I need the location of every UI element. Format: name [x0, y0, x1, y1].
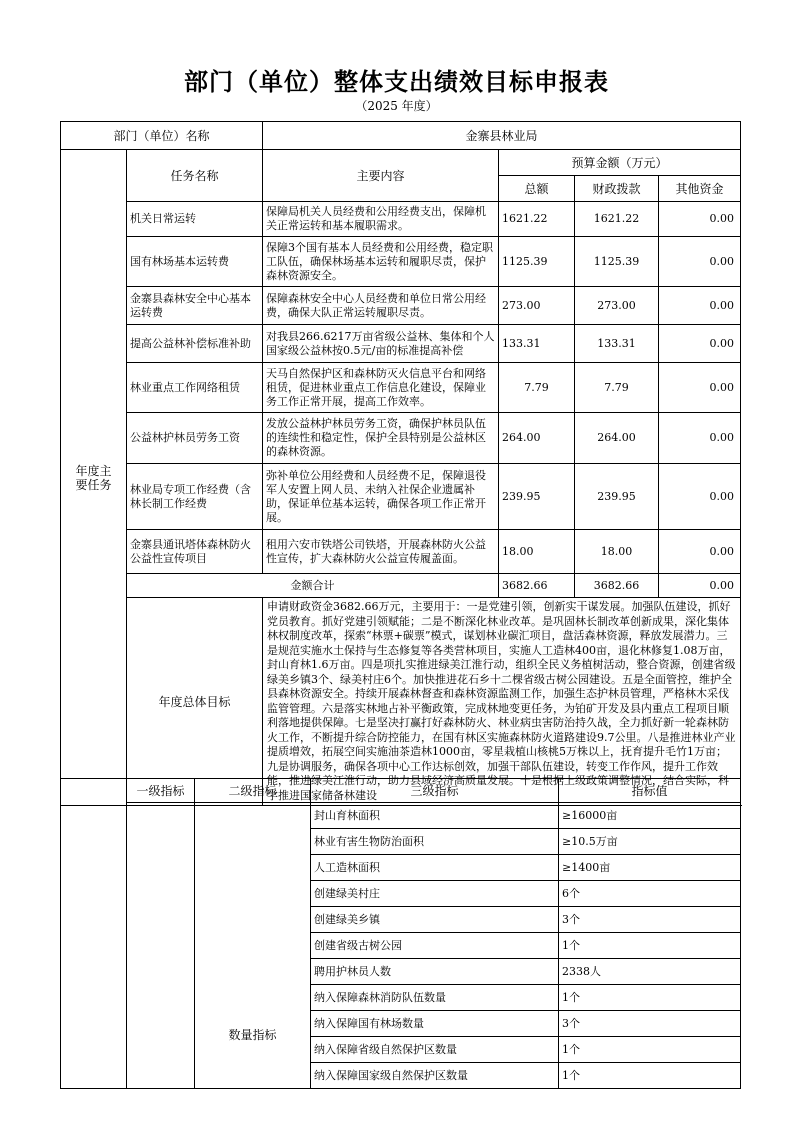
indicator-value: 2338人 [559, 959, 741, 985]
indicator-value: ≥10.5万亩 [559, 829, 741, 855]
task-fiscal: 133.31 [575, 325, 659, 363]
task-content: 保障3个国有基本人员经费和公用经费，稳定职工队伍，确保林场基本运转和履职尽责，保护森林资源安全。 [263, 237, 499, 287]
task-row [61, 363, 741, 413]
level1-cell [127, 803, 195, 1089]
task-name: 林业重点工作网络租赁 [127, 363, 263, 413]
task-row [61, 237, 741, 287]
task-other: 0.00 [659, 287, 741, 325]
task-total: 18.00 [499, 530, 575, 574]
sum-other: 0.00 [659, 574, 741, 598]
indicator-name: 创建省级古树公园 [311, 933, 559, 959]
task-fiscal: 264.00 [575, 413, 659, 464]
task-total: 133.31 [499, 325, 575, 363]
overall-label: 年度总体目标 [127, 598, 263, 806]
task-other: 0.00 [659, 325, 741, 363]
task-fiscal: 7.79 [575, 363, 659, 413]
task-fiscal: 273.00 [575, 287, 659, 325]
sum-fiscal: 3682.66 [575, 574, 659, 598]
task-name: 金寨县森林安全中心基本运转费 [127, 287, 263, 325]
sum-label: 金额合计 [127, 574, 499, 598]
task-total: 239.95 [499, 464, 575, 530]
task-other: 0.00 [659, 202, 741, 237]
task-row [61, 530, 741, 574]
indicator-value: 1个 [559, 985, 741, 1011]
task-row [61, 464, 741, 530]
indicator-name: 纳入保障国家级自然保护区数量 [311, 1063, 559, 1089]
indicator-value: ≥1400亩 [559, 855, 741, 881]
task-row [61, 202, 741, 237]
dept-name: 金寨县林业局 [263, 122, 741, 150]
task-total: 273.00 [499, 287, 575, 325]
task-total: 7.79 [499, 363, 575, 413]
level2-label: 数量指标 [195, 803, 311, 1089]
task-other: 0.00 [659, 530, 741, 574]
indicator-blank-cell [61, 779, 127, 1089]
header-level2: 二级指标 [195, 779, 311, 803]
indicator-name: 创建绿美村庄 [311, 881, 559, 907]
task-other: 0.00 [659, 413, 741, 464]
task-name: 金寨县通讯塔体森林防火公益性宣传项目 [127, 530, 263, 574]
page-subtitle: （2025 年度） [355, 99, 438, 113]
task-name: 公益林护林员劳务工资 [127, 413, 263, 464]
task-content: 天马自然保护区和森林防灭火信息平台和网络租赁，促进林业重点工作信息化建设，保障业务工作正常开展，提高工作效率。 [263, 363, 499, 413]
indicator-row [61, 803, 741, 829]
header-content: 主要内容 [263, 150, 499, 202]
tasks-section-label: 年度主要任务 [61, 150, 127, 806]
indicator-name: 人工造林面积 [311, 855, 559, 881]
task-content: 保障局机关人员经费和公用经费支出，保障机关正常运转和基本履职需求。 [263, 202, 499, 237]
header-task-name: 任务名称 [127, 150, 263, 202]
indicator-name: 封山育林面积 [311, 803, 559, 829]
indicator-name: 纳入保障省级自然保护区数量 [311, 1037, 559, 1063]
indicator-name: 林业有害生物防治面积 [311, 829, 559, 855]
task-content: 保障森林安全中心人员经费和单位日常公用经费，确保大队正常运转履职尽责。 [263, 287, 499, 325]
indicator-value: 1个 [559, 1063, 741, 1089]
indicator-value: 1个 [559, 1037, 741, 1063]
indicator-table [60, 778, 741, 1089]
task-fiscal: 239.95 [575, 464, 659, 530]
dept-label: 部门（单位）名称 [61, 122, 263, 150]
task-content: 对我县266.6217万亩省级公益林、集体和个人国家级公益林按0.5元/亩的标准提高补偿 [263, 325, 499, 363]
task-fiscal: 1621.22 [575, 202, 659, 237]
task-row [61, 413, 741, 464]
task-name: 机关日常运转 [127, 202, 263, 237]
task-fiscal: 18.00 [575, 530, 659, 574]
page-title: 部门（单位）整体支出绩效目标申报表 [184, 68, 609, 96]
overall-text: 申请财政资金3682.66万元，主要用于：一是党建引领，创新实干谋发展。加强队伍建设，抓好党员教育。抓好党建引领赋能；二是不断深化林业改革。是巩固林长制改革创新成果，深化集体林权制度改革，探索“林票+碳票”模式，谋划林业碳汇项目，盘活森林资源，释放发展潜力。三是规范实施水土保持与生态修复等各类营林项目，实施人工造林400亩，退化林修复1.08万亩，封山育林1.6万亩。四是项扎实推进绿美江淮行动，组织全民义务植树活动，整合资源，创建省级绿美乡镇3个、绿美村庄6个。加快推进花石乡十二棵省级古树公园建设。五是全面管控，维护全县森林资源安全。持续开展森林督查和森林资源监测工作，加强生态护林员管理，严格林木采伐监管管理。六是落实林地占补平衡政策，完成林地变更任务，为铂矿开发及县内重点工程项目顺利落地提供保障。七是坚决打赢打好森林防火、林业病虫害防治持久战，全力抓好新一轮森林防火工作，不断提升综合防控能力，在国有林区实施森林防火道路建设9.7公里。八是推进林业产业提质增效，拓展空间实施油茶造林1000亩，零星栽植山核桃5万株以上，抚育提升毛竹1万亩；九是协调服务，确保各项中心工作达标创效，加强干部队伍建设，转变工作作风，提升工作效能，推进绿美江淮行动，助力县域经济高质量发展。十是根据上级政策调整情况，结合实际，科学推进国家储备林建设 [263, 598, 741, 806]
indicator-value: 6个 [559, 881, 741, 907]
task-content: 发放公益林护林员劳务工资，确保护林员队伍的连续性和稳定性，保护全县特别是公益林区的森林资源。 [263, 413, 499, 464]
task-total: 264.00 [499, 413, 575, 464]
task-row [61, 287, 741, 325]
header-other: 其他资金 [659, 176, 741, 202]
indicator-name: 聘用护林员人数 [311, 959, 559, 985]
header-level1: 一级指标 [127, 779, 195, 803]
task-total: 1125.39 [499, 237, 575, 287]
sum-total: 3682.66 [499, 574, 575, 598]
task-name: 国有林场基本运转费 [127, 237, 263, 287]
budget-table [60, 121, 741, 806]
task-content: 弥补单位公用经费和人员经费不足，保障退役军人安置上网人员、未纳入社保企业遗属补助，保证单位基本运转，确保各项工作正常开展。 [263, 464, 499, 530]
task-other: 0.00 [659, 237, 741, 287]
task-row [61, 325, 741, 363]
task-name: 提高公益林补偿标准补助 [127, 325, 263, 363]
task-other: 0.00 [659, 464, 741, 530]
indicator-value: ≥16000亩 [559, 803, 741, 829]
task-content: 租用六安市铁塔公司铁塔，开展森林防火公益性宣传，扩大森林防火公益宣传履盖面。 [263, 530, 499, 574]
indicator-value: 3个 [559, 907, 741, 933]
task-name: 林业局专项工作经费（含林长制工作经费 [127, 464, 263, 530]
sum-row [61, 574, 741, 598]
header-budget: 预算金额（万元） [499, 150, 741, 176]
header-fiscal: 财政拨款 [575, 176, 659, 202]
task-total: 1621.22 [499, 202, 575, 237]
header-level3: 三级指标 [311, 779, 559, 803]
task-fiscal: 1125.39 [575, 237, 659, 287]
indicator-name: 创建绿美乡镇 [311, 907, 559, 933]
indicator-name: 纳入保障国有林场数量 [311, 1011, 559, 1037]
indicator-value: 3个 [559, 1011, 741, 1037]
task-other: 0.00 [659, 363, 741, 413]
indicator-name: 纳入保障森林消防队伍数量 [311, 985, 559, 1011]
indicator-value: 1个 [559, 933, 741, 959]
header-total: 总额 [499, 176, 575, 202]
header-value: 指标值 [559, 779, 741, 803]
